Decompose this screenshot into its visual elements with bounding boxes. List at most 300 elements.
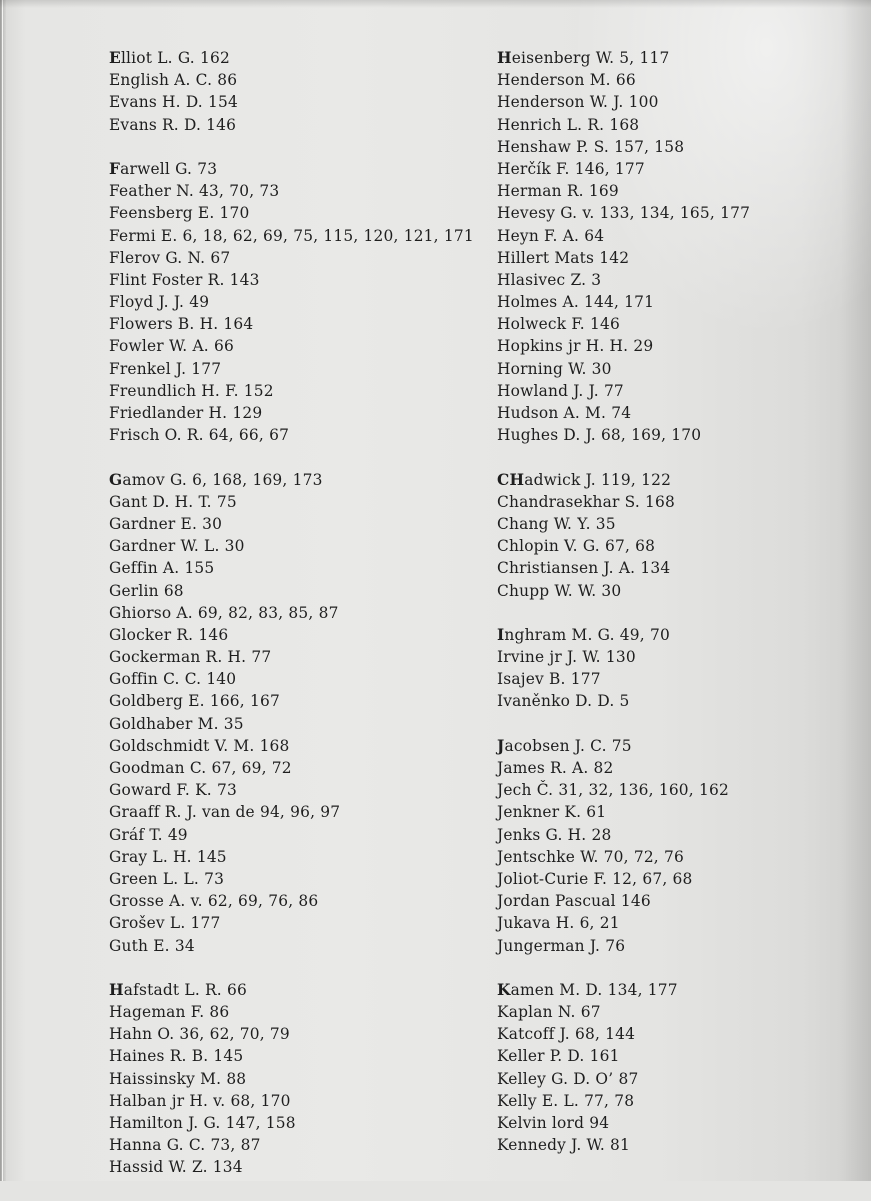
index-entry xyxy=(497,1090,750,1112)
index-entry xyxy=(109,69,474,91)
entry-pages: 88 xyxy=(226,1069,247,1088)
index-entry xyxy=(497,668,750,690)
entry-pages: 6, 168, 169, 173 xyxy=(192,470,323,489)
entry-pages: 64, 66, 67 xyxy=(208,426,290,445)
entry-name: Friedlander H. xyxy=(109,404,228,422)
index-entry xyxy=(109,380,474,402)
index-entry xyxy=(497,424,750,446)
entry-name: Holmes A. xyxy=(497,293,579,312)
group-initial: CH xyxy=(497,470,525,489)
entry-name: Goffin C. C. xyxy=(109,670,202,689)
index-group-i xyxy=(497,624,750,713)
entry-name: Jentschke W. xyxy=(497,847,599,866)
entry-name: Evans H. D. xyxy=(109,93,203,112)
entry-name: Hafstadt L. R. xyxy=(109,980,222,999)
entry-name: Gráf T. xyxy=(109,825,163,844)
entry-name: Haissinsky M. xyxy=(109,1069,222,1088)
entry-pages: 146 xyxy=(198,625,229,644)
index-entry xyxy=(109,291,474,313)
index-entry xyxy=(497,47,750,69)
entry-pages: 66 xyxy=(227,980,247,999)
entry-pages: 62, 69, 76, 86 xyxy=(207,892,319,911)
entry-pages: 86 xyxy=(217,71,238,90)
index-entry xyxy=(109,1068,474,1090)
entry-pages: 82 xyxy=(593,759,614,777)
index-entry xyxy=(497,535,750,557)
entry-pages: 73 xyxy=(204,869,225,888)
entry-pages: 81 xyxy=(610,1136,631,1155)
entry-name: Freundlich H. F. xyxy=(109,381,239,400)
entry-name: Kelly E. L. xyxy=(497,1091,579,1110)
entry-name: Gardner E. xyxy=(109,514,198,533)
entry-name: Chupp W. W. xyxy=(497,581,597,600)
entry-pages: 73 xyxy=(197,159,218,178)
index-entry xyxy=(109,690,474,712)
index-entry xyxy=(109,1023,474,1045)
entry-pages: 29 xyxy=(633,337,654,356)
entry-pages: 119, 122 xyxy=(600,470,672,489)
page-right-shadow xyxy=(841,0,871,1181)
index-group-h xyxy=(497,47,750,446)
entry-pages: 73, 87 xyxy=(210,1136,261,1155)
index-entry xyxy=(497,380,750,402)
index-entry xyxy=(109,469,474,491)
index-entry xyxy=(109,890,474,912)
entry-pages: 49, 70 xyxy=(619,625,670,644)
entry-name: Joliot-Curie F. xyxy=(497,869,608,888)
entry-pages: 5 xyxy=(619,692,630,711)
index-entry xyxy=(109,1001,474,1023)
index-column-left xyxy=(109,47,474,1201)
entry-name: Fowler W. A. xyxy=(109,337,209,356)
entry-pages: 177 xyxy=(570,670,601,689)
index-group-e xyxy=(109,47,474,136)
entry-pages: 68, 169, 170 xyxy=(600,426,702,445)
index-entry xyxy=(109,491,474,513)
index-entry xyxy=(109,912,474,934)
entry-pages: 67 xyxy=(210,248,231,267)
entry-name: Inghram M. G. xyxy=(497,625,615,644)
entry-name: Howland J. J. xyxy=(497,381,599,400)
entry-name: Henrich L. R. xyxy=(497,115,605,134)
entry-pages: 74 xyxy=(611,404,632,422)
entry-pages: 77 xyxy=(603,381,624,400)
entry-name: Feather N. xyxy=(109,182,194,201)
index-entry xyxy=(109,1045,474,1067)
index-entry xyxy=(109,1112,474,1134)
entry-pages: 76 xyxy=(605,936,626,955)
entry-pages: 177 xyxy=(190,914,221,933)
entry-pages: 142 xyxy=(599,248,630,267)
index-entry xyxy=(497,779,750,801)
entry-name: Hlasivec Z. xyxy=(497,270,587,289)
index-column-right xyxy=(497,47,750,1179)
index-entry xyxy=(497,335,750,357)
entry-name: Chang W. Y. xyxy=(497,514,591,533)
index-entry xyxy=(109,713,474,735)
entry-name: Ivaněnko D. D. xyxy=(497,692,615,711)
index-entry xyxy=(109,513,474,535)
entry-pages: 36, 62, 70, 79 xyxy=(179,1025,290,1044)
entry-pages: 86 xyxy=(209,1003,230,1022)
index-entry xyxy=(497,801,750,823)
entry-name: CHadwick J. xyxy=(497,470,596,489)
index-entry xyxy=(109,779,474,801)
entry-name: Flowers B. H. xyxy=(109,315,219,334)
index-group-k xyxy=(497,979,750,1157)
index-entry xyxy=(497,1023,750,1045)
entry-name: English A. C. xyxy=(109,71,213,90)
entry-name: Christiansen J. A. xyxy=(497,559,636,578)
entry-name: Flint Foster R. xyxy=(109,270,225,289)
index-entry xyxy=(109,1090,474,1112)
entry-name: Hillert Mats xyxy=(497,248,595,267)
index-entry xyxy=(497,868,750,890)
entry-name: Hageman F. xyxy=(109,1003,205,1022)
entry-pages: 177 xyxy=(191,359,222,378)
entry-pages: 129 xyxy=(232,404,263,422)
index-entry xyxy=(497,1068,750,1090)
entry-name: Hudson A. M. xyxy=(497,404,607,422)
index-entry xyxy=(109,646,474,668)
entry-pages: 157, 158 xyxy=(614,137,685,156)
entry-name: Graaff R. J. van de xyxy=(109,803,255,822)
index-group-g xyxy=(109,469,474,957)
entry-pages: 30 xyxy=(202,514,223,533)
entry-name: Hevesy G. v. xyxy=(497,204,595,223)
entry-name: Kelley G. D. O’ xyxy=(497,1069,614,1088)
index-entry xyxy=(497,1045,750,1067)
entry-name: Gamov G. xyxy=(109,470,188,489)
index-entry xyxy=(109,202,474,224)
entry-pages: 68 xyxy=(163,581,184,600)
index-entry xyxy=(109,335,474,357)
entry-name: Jenkner K. xyxy=(497,803,582,822)
entry-pages: 61 xyxy=(586,803,607,822)
entry-pages: 155 xyxy=(184,559,215,578)
entry-pages: 168 xyxy=(609,115,640,134)
group-initial: G xyxy=(109,470,123,489)
index-entry xyxy=(497,979,750,1001)
entry-pages: 3 xyxy=(591,270,602,289)
entry-name: Gerlin xyxy=(109,581,159,600)
entry-name: Geffin A. xyxy=(109,559,180,578)
entry-pages: 162 xyxy=(199,49,230,67)
entry-pages: 140 xyxy=(206,670,237,689)
index-entry xyxy=(497,247,750,269)
entry-name: Glocker R. xyxy=(109,625,194,644)
index-entry xyxy=(109,668,474,690)
index-entry xyxy=(497,202,750,224)
entry-name: Gockerman R. H. xyxy=(109,648,247,667)
entry-pages: 68, 170 xyxy=(230,1091,291,1110)
group-initial: K xyxy=(497,980,511,999)
entry-name: Jech Č. xyxy=(497,781,554,800)
entry-name: Jacobsen J. C. xyxy=(497,736,607,755)
entry-pages: 146, 177 xyxy=(574,159,645,178)
entry-name: Kennedy J. W. xyxy=(497,1136,605,1155)
entry-name: Jukava H. xyxy=(497,914,575,933)
index-entry xyxy=(109,935,474,957)
entry-pages: 152 xyxy=(243,381,274,400)
entry-name: Keller P. D. xyxy=(497,1047,585,1066)
entry-name: Evans R. D. xyxy=(109,115,202,134)
entry-pages: 66 xyxy=(615,71,636,90)
entry-pages: 68, 144 xyxy=(575,1025,636,1044)
entry-pages: 67, 68 xyxy=(605,537,656,556)
page-binding-edge xyxy=(0,0,6,1181)
entry-pages: 70, 72, 76 xyxy=(603,847,684,866)
entry-name: Haines R. B. xyxy=(109,1047,209,1066)
index-entry xyxy=(109,979,474,1001)
index-entry xyxy=(497,935,750,957)
index-entry xyxy=(497,358,750,380)
entry-name: Kaplan N. xyxy=(497,1003,576,1022)
group-initial: J xyxy=(497,736,505,755)
entry-pages: 94, 96, 97 xyxy=(259,803,341,822)
entry-name: Flerov G. N. xyxy=(109,248,206,267)
index-entry xyxy=(109,557,474,579)
entry-name: Fermi E. xyxy=(109,226,178,245)
entry-pages: 75 xyxy=(611,736,632,755)
entry-name: Chandrasekhar S. xyxy=(497,492,640,511)
entry-pages: 30 xyxy=(591,359,612,378)
index-entry xyxy=(497,646,750,668)
entry-name: Goldschmidt V. M. xyxy=(109,736,255,755)
index-entry xyxy=(109,602,474,624)
index-entry xyxy=(497,557,750,579)
entry-name: Isajev B. xyxy=(497,670,566,689)
entry-name: Grošev L. xyxy=(109,914,186,933)
index-entry xyxy=(497,402,750,424)
index-entry xyxy=(497,735,750,757)
entry-name: Holweck F. xyxy=(497,315,585,334)
group-initial: I xyxy=(497,625,505,644)
entry-name: Farwell G. xyxy=(109,159,193,178)
entry-pages: 146 xyxy=(590,315,620,334)
index-entry xyxy=(497,225,750,247)
entry-pages: 5, 117 xyxy=(619,49,670,67)
entry-pages: 134 xyxy=(640,559,671,578)
index-entry xyxy=(109,47,474,69)
entry-name: Hamilton J. G. xyxy=(109,1114,221,1132)
entry-pages: 49 xyxy=(167,825,188,844)
index-entry xyxy=(497,313,750,335)
entry-name: Floyd J. J. xyxy=(109,293,185,312)
index-entry xyxy=(109,535,474,557)
entry-pages: 77 xyxy=(251,648,272,667)
entry-pages: 147, 158 xyxy=(225,1114,296,1132)
index-entry xyxy=(109,824,474,846)
index-entry xyxy=(109,269,474,291)
index-entry xyxy=(497,513,750,535)
index-entry xyxy=(109,180,474,202)
index-entry xyxy=(109,801,474,823)
index-entry xyxy=(497,580,750,602)
entry-pages: 66 xyxy=(213,337,234,356)
index-entry xyxy=(109,424,474,446)
entry-pages: 77, 78 xyxy=(584,1091,635,1110)
index-entry xyxy=(109,1134,474,1156)
entry-name: James R. A. xyxy=(497,759,589,777)
entry-name: Goldberg E. xyxy=(109,692,205,711)
entry-pages: 34 xyxy=(174,936,195,955)
entry-pages: 154 xyxy=(208,93,238,112)
index-entry xyxy=(497,291,750,313)
group-initial: H xyxy=(109,980,124,999)
entry-name: Horning W. xyxy=(497,359,587,378)
entry-pages: 73 xyxy=(216,781,237,800)
entry-pages: 30 xyxy=(601,581,622,600)
entry-name: Irvine jr J. W. xyxy=(497,648,601,667)
entry-name: Hopkins jr H. H. xyxy=(497,337,629,356)
index-entry xyxy=(497,491,750,513)
entry-name: Gant D. H. T. xyxy=(109,492,212,511)
index-entry xyxy=(109,247,474,269)
entry-pages: 168 xyxy=(645,492,675,511)
entry-name: Jenks G. H. xyxy=(497,825,587,844)
index-entry xyxy=(497,1112,750,1134)
index-entry xyxy=(109,757,474,779)
entry-pages: 169 xyxy=(588,182,619,201)
entry-pages: 30 xyxy=(224,537,245,556)
entry-name: Feensberg E. xyxy=(109,204,215,223)
index-entry xyxy=(109,846,474,868)
entry-pages: 64 xyxy=(584,226,605,245)
index-entry xyxy=(497,158,750,180)
entry-pages: 145 xyxy=(213,1047,244,1066)
entry-pages: 100 xyxy=(628,93,659,112)
entry-name: Heyn F. A. xyxy=(497,226,580,245)
index-entry xyxy=(109,735,474,757)
index-entry xyxy=(497,890,750,912)
entry-name: Goldhaber M. xyxy=(109,714,219,733)
entry-name: Goodman C. xyxy=(109,759,207,777)
entry-pages: 35 xyxy=(223,714,244,733)
index-entry xyxy=(109,402,474,424)
entry-name: Henderson W. J. xyxy=(497,93,624,112)
entry-pages: 164 xyxy=(223,315,254,334)
entry-pages: 146 xyxy=(620,892,651,911)
index-entry xyxy=(497,824,750,846)
entry-name: Gardner W. L. xyxy=(109,537,220,556)
entry-pages: 168 xyxy=(259,736,290,755)
index-entry xyxy=(497,114,750,136)
entry-name: Jungerman J. xyxy=(497,936,601,955)
index-entry xyxy=(497,136,750,158)
entry-name: Halban jr H. v. xyxy=(109,1091,226,1110)
entry-name: Jordan Pascual xyxy=(497,892,616,911)
page-edge-highlight xyxy=(2,0,3,1181)
entry-name: Green L. L. xyxy=(109,869,199,888)
entry-name: Chlopin V. G. xyxy=(497,537,600,556)
entry-name: Kamen M. D. xyxy=(497,980,603,999)
entry-pages: 75 xyxy=(216,492,237,511)
entry-pages: 161 xyxy=(589,1047,620,1066)
index-entry xyxy=(109,313,474,335)
index-entry xyxy=(497,91,750,113)
entry-name: Henderson M. xyxy=(497,71,611,90)
index-entry xyxy=(109,158,474,180)
index-entry xyxy=(497,180,750,202)
index-entry xyxy=(497,269,750,291)
entry-pages: 12, 67, 68 xyxy=(612,869,693,888)
entry-name: Guth E. xyxy=(109,936,170,955)
entry-name: Henshaw P. S. xyxy=(497,137,610,156)
entry-pages: 170 xyxy=(219,204,250,223)
index-entry xyxy=(109,1156,474,1178)
entry-name: Heisenberg W. xyxy=(497,49,615,67)
entry-name: Katcoff J. xyxy=(497,1025,570,1044)
index-entry xyxy=(109,91,474,113)
entry-pages: 6, 18, 62, 69, 75, 115, 120, 121, 171 xyxy=(182,226,474,245)
entry-name: Elliot L. G. xyxy=(109,49,195,67)
index-entry xyxy=(497,469,750,491)
entry-name: Grosse A. v. xyxy=(109,892,203,911)
entry-pages: 133, 134, 165, 177 xyxy=(599,204,751,223)
index-entry xyxy=(109,225,474,247)
entry-name: Kelvin lord xyxy=(497,1114,585,1132)
entry-pages: 146 xyxy=(206,115,237,134)
index-entry xyxy=(109,868,474,890)
entry-name: Hughes D. J. xyxy=(497,426,596,445)
group-initial: E xyxy=(109,49,121,67)
entry-name: Herčík F. xyxy=(497,159,570,178)
entry-pages: 6, 21 xyxy=(579,914,620,933)
entry-name: Hanna G. C. xyxy=(109,1136,206,1155)
index-group-h xyxy=(109,979,474,1179)
entry-pages: 28 xyxy=(591,825,612,844)
entry-name: Frenkel J. xyxy=(109,359,187,378)
index-group-f xyxy=(109,158,474,446)
index-entry xyxy=(109,114,474,136)
index-entry xyxy=(497,757,750,779)
index-entry xyxy=(497,1001,750,1023)
entry-pages: 43, 70, 73 xyxy=(199,182,280,201)
index-entry xyxy=(497,690,750,712)
entry-name: Hahn O. xyxy=(109,1025,175,1044)
page-top-shadow xyxy=(0,0,871,8)
entry-pages: 134 xyxy=(212,1158,243,1177)
entry-name: Gray L. H. xyxy=(109,847,192,866)
entry-pages: 87 xyxy=(618,1069,639,1088)
entry-pages: 49 xyxy=(189,293,210,312)
index-group-j xyxy=(497,735,750,957)
index-entry xyxy=(497,69,750,91)
entry-name: Goward F. K. xyxy=(109,781,212,800)
entry-name: Ghiorso A. xyxy=(109,603,193,622)
group-initial: H xyxy=(497,49,512,67)
entry-pages: 134, 177 xyxy=(607,980,678,999)
entry-name: Frisch O. R. xyxy=(109,426,204,445)
entry-pages: 143 xyxy=(229,270,260,289)
entry-pages: 166, 167 xyxy=(209,692,280,711)
entry-pages: 31, 32, 136, 160, 162 xyxy=(558,781,729,800)
index-group-ch xyxy=(497,469,750,602)
index-entry xyxy=(109,358,474,380)
entry-pages: 145 xyxy=(196,847,227,866)
entry-name: Hassid W. Z. xyxy=(109,1158,208,1177)
index-entry xyxy=(497,912,750,934)
index-entry xyxy=(497,846,750,868)
index-entry xyxy=(497,624,750,646)
entry-pages: 94 xyxy=(589,1114,610,1132)
entry-pages: 69, 82, 83, 85, 87 xyxy=(197,603,339,622)
entry-name: Herman R. xyxy=(497,182,584,201)
entry-pages: 130 xyxy=(605,648,636,667)
group-initial: F xyxy=(109,159,121,178)
entry-pages: 67, 69, 72 xyxy=(211,759,292,777)
